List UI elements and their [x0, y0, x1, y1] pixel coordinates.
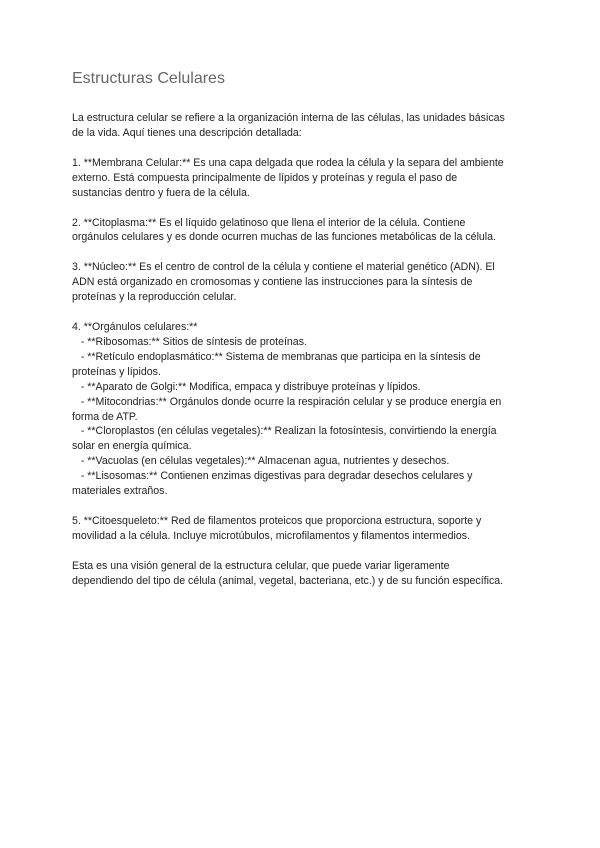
- text-line: 1. **Membrana Celular:** Es una capa delgada que rodea la célula y la separa del ambiente: [72, 156, 504, 169]
- text-line: proteínas y la reproducción celular.: [72, 291, 237, 304]
- list-item: - **Ribosomas:** Sitios de síntesis de proteínas.: [72, 335, 307, 348]
- list-item: - **Lisosomas:** Contienen enzimas digestivas para degradar desechos celulares y: [72, 470, 473, 483]
- text-line: La estructura celular se refiere a la organización interna de las células, las unidades básicas: [72, 112, 505, 124]
- conclusion-paragraph: [72, 559, 532, 589]
- text-line: 2. **Citoplasma:** Es el líquido gelatinoso que llena el interior de la célula. Contiene: [72, 216, 466, 229]
- list-item: - **Vacuolas (en células vegetales):** Almacenan agua, nutrientes y desechos.: [72, 455, 450, 468]
- text-line: forma de ATP.: [72, 410, 138, 423]
- text-line: materiales extraños.: [72, 485, 168, 498]
- text-line: externo. Está compuesta principalmente de lípidos y proteínas y regula el paso de: [72, 171, 458, 184]
- section-citoesqueleto: [72, 514, 532, 544]
- list-item: - **Mitocondrias:** Orgánulos donde ocurre la respiración celular y se produce energía en: [72, 395, 502, 408]
- text-line: 3. **Núcleo:** Es el centro de control de la célula y contiene el material genético (ADN). El: [72, 261, 495, 274]
- text-line: Esta es una visión general de la estructura celular, que puede variar ligeramente: [72, 559, 450, 572]
- text-line: 4. **Orgánulos celulares:**: [72, 321, 198, 334]
- text-line: orgánulos celulares y es donde ocurren muchas de las funciones metabólicas de la célula.: [72, 231, 496, 244]
- section-organulos: [72, 320, 532, 499]
- document-body: [72, 111, 532, 604]
- text-line: proteínas y lípidos.: [72, 365, 161, 378]
- page-title: Estructuras Celulares: [72, 70, 225, 87]
- text-line: solar en energía química.: [72, 440, 192, 453]
- text-line: de la vida. Aquí tienes una descripción detallada:: [72, 126, 302, 139]
- section-membrana: [72, 156, 532, 201]
- list-item: - **Aparato de Golgi:** Modifica, empaca y distribuye proteínas y lípidos.: [72, 380, 421, 393]
- text-line: sustancias dentro y fuera de la célula.: [72, 186, 250, 199]
- text-line: 5. **Citoesqueleto:** Red de filamentos proteicos que proporciona estructura, soporte y: [72, 514, 482, 527]
- list-item: - **Retículo endoplasmático:** Sistema de membranas que participa en la síntesis de: [72, 350, 481, 363]
- intro-paragraph: [72, 111, 532, 141]
- section-citoplasma: [72, 216, 532, 246]
- list-item: - **Cloroplastos (en células vegetales):** Realizan la fotosíntesis, convirtiendo la energía: [72, 425, 497, 438]
- section-nucleo: [72, 260, 532, 305]
- text-line: movilidad a la célula. Incluye microtúbulos, microfilamentos y filamentos intermedios.: [72, 529, 471, 542]
- text-line: dependiendo del tipo de célula (animal, vegetal, bacteriana, etc.) y de su función específica.: [72, 574, 504, 587]
- text-line: ADN está organizado en cromosomas y contiene las instrucciones para la síntesis de: [72, 276, 473, 289]
